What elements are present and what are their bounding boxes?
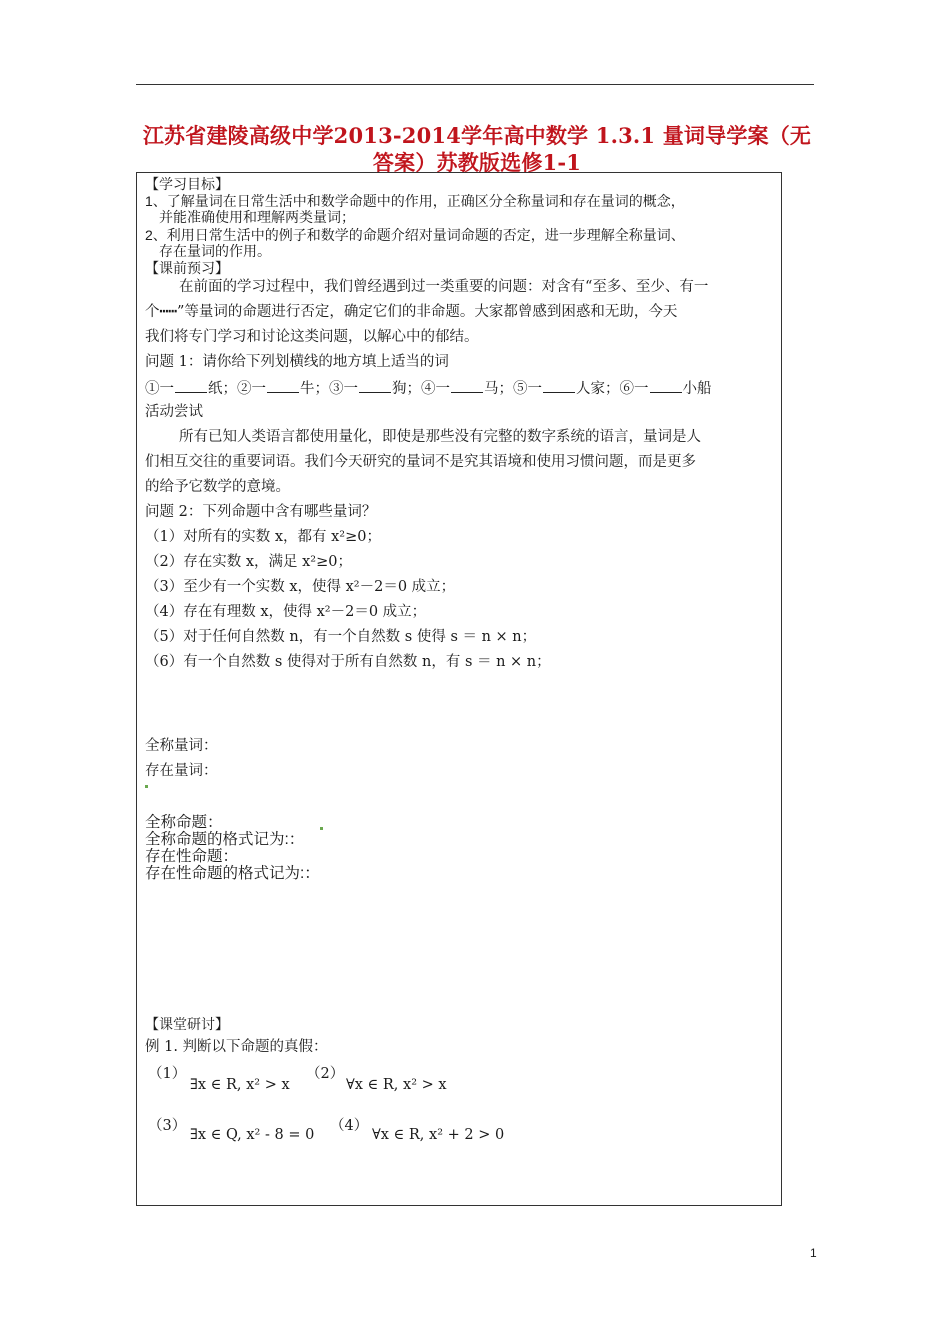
existential-quantifier-label: 存在量词： bbox=[145, 763, 218, 779]
fill-in-blanks-row bbox=[145, 378, 712, 398]
preview-para-1b: 个┅┅”等量词的命题进行否定，确定它们的非命题。大家都曾感到困惑和无助，今天 bbox=[145, 304, 678, 320]
stray-mark bbox=[320, 827, 323, 830]
title-line-1: 江苏省建陵高级中学2013-2014学年高中数学 1.3.1 量词导学案（无 bbox=[142, 123, 812, 148]
proposition-6: （6）有一个自然数 s 使得对于所有自然数 n，有 s ＝ n × n； bbox=[145, 654, 551, 670]
example-item-4-formula: ∀x ∈ R, x² + 2 > 0 bbox=[372, 1127, 505, 1143]
proposition-4: （4）存在有理数 x，使得 x²－2＝0 成立； bbox=[145, 604, 427, 620]
activity-para-b: 们相互交往的重要词语。我们今天研究的量词不是究其语境和使用习惯问题，而是更多 bbox=[145, 454, 696, 470]
proposition-3: （3）至少有一个实数 x，使得 x²－2＝0 成立； bbox=[145, 579, 456, 595]
example-item-1-number: （1） bbox=[148, 1066, 187, 1082]
preview-para-1a: 在前面的学习过程中，我们曾经遇到过一类重要的问题：对含有“至多、至少、有一 bbox=[179, 279, 709, 295]
example-item-2-number: （2） bbox=[306, 1066, 345, 1082]
example-item-4-number: （4） bbox=[330, 1118, 369, 1134]
preview-para-1c: 我们将专门学习和讨论这类问题，以解心中的郁结。 bbox=[145, 329, 479, 345]
objective-2-line-b: 存在量词的作用。 bbox=[159, 243, 271, 259]
classroom-heading: 【课堂研讨】 bbox=[145, 1016, 229, 1032]
fill-label-2: 纸；②一 bbox=[208, 381, 266, 397]
universal-quantifier-label: 全称量词： bbox=[145, 738, 218, 754]
proposition-1: （1）对所有的实数 x，都有 x²≥0； bbox=[145, 529, 381, 545]
blank-1 bbox=[175, 378, 207, 393]
example-1: 例 1. 判断以下命题的真假： bbox=[145, 1039, 328, 1055]
activity-heading: 活动尝试 bbox=[145, 404, 203, 420]
stray-mark bbox=[145, 785, 148, 788]
existential-prop-label: 存在性命题： bbox=[145, 848, 239, 865]
fill-label-1: ①一 bbox=[145, 381, 174, 397]
question-2: 问题 2：下列命题中含有哪些量词？ bbox=[145, 504, 377, 520]
activity-para-a: 所有已知人类语言都使用量化，即使是那些没有完整的数字系统的语言，量词是人 bbox=[179, 429, 701, 445]
fill-label-5: 马；⑤一 bbox=[484, 381, 542, 397]
activity-para-c: 的给予它数学的意境。 bbox=[145, 479, 290, 495]
universal-prop-label: 全称命题： bbox=[145, 814, 223, 831]
universal-format-label: 全称命题的格式记为:： bbox=[145, 831, 305, 848]
page-number: 1 bbox=[810, 1246, 817, 1260]
proposition-2: （2）存在实数 x，满足 x²≥0； bbox=[145, 554, 352, 570]
blank-6 bbox=[650, 378, 682, 393]
header-rule bbox=[136, 84, 814, 85]
document-title bbox=[132, 122, 822, 176]
fill-label-3: 牛；③一 bbox=[300, 381, 358, 397]
objective-1-line-a: 1、了解量词在日常生活中和数学命题中的作用，正确区分全称量词和存在量词的概念， bbox=[145, 193, 685, 209]
objective-1-line-b: 并能准确使用和理解两类量词； bbox=[159, 209, 355, 225]
blank-5 bbox=[543, 378, 575, 393]
fill-label-6: 人家；⑥一 bbox=[576, 381, 649, 397]
preview-heading: 【课前预习】 bbox=[145, 260, 229, 276]
example-item-2-formula: ∀x ∈ R, x² > x bbox=[346, 1077, 447, 1093]
blank-3 bbox=[359, 378, 391, 393]
fill-label-7: 小船 bbox=[682, 381, 712, 397]
blank-4 bbox=[451, 378, 483, 393]
existential-format-label: 存在性命题的格式记为:： bbox=[145, 865, 320, 882]
example-item-3-number: （3） bbox=[148, 1118, 187, 1134]
title-line-2: 答案）苏教版选修1-1 bbox=[372, 150, 582, 175]
example-item-3-formula: ∃x ∈ Q, x² - 8 = 0 bbox=[190, 1127, 315, 1143]
question-1: 问题 1：请你给下列划横线的地方填上适当的词 bbox=[145, 354, 449, 370]
proposition-5: （5）对于任何自然数 n，有一个自然数 s 使得 s ＝ n × n； bbox=[145, 629, 537, 645]
fill-label-4: 狗；④一 bbox=[392, 381, 450, 397]
blank-2 bbox=[267, 378, 299, 393]
objectives-heading: 【学习目标】 bbox=[145, 176, 229, 192]
example-item-1-formula: ∃x ∈ R, x² > x bbox=[190, 1077, 290, 1093]
objective-2-line-a: 2、利用日常生活中的例子和数学的命题介绍对量词命题的否定，进一步理解全称量词、 bbox=[145, 227, 685, 243]
